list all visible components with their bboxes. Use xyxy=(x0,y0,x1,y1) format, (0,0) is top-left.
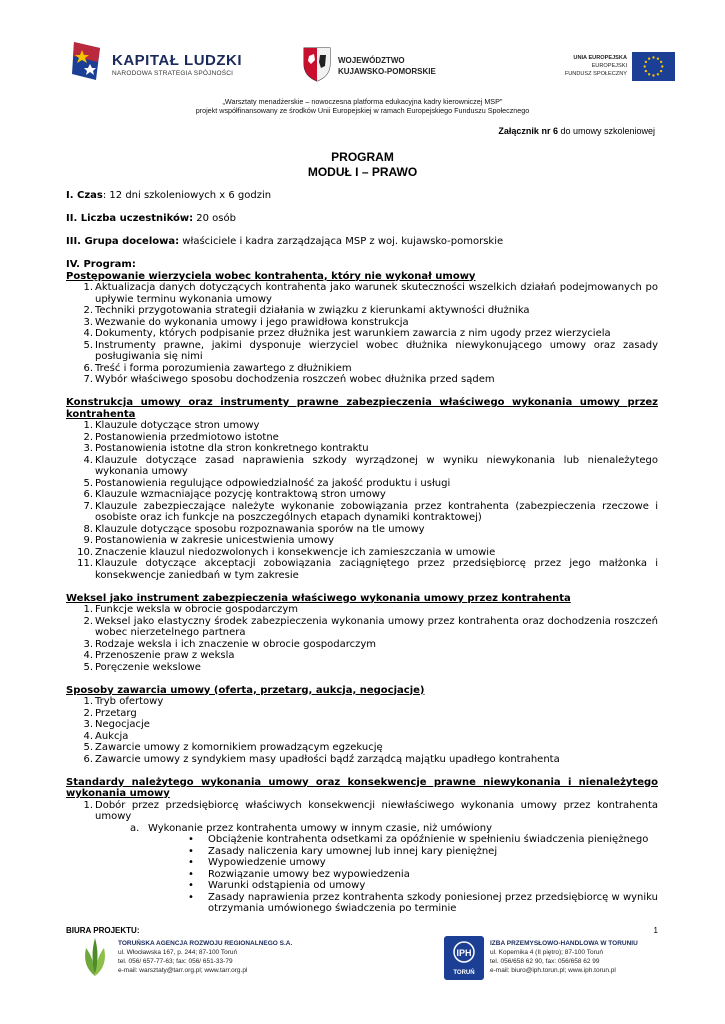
list-item: 2. Przetarg xyxy=(83,707,137,719)
list-item: 4. Dokumenty, których podpisanie przez dłużnika jest warunkiem zawarcia z nim ugody przez wierzyciela xyxy=(83,328,611,339)
list-item: 4. Przenoszenie praw z weksla xyxy=(83,650,235,661)
list-item: 2. Techniki przygotowania strategii działania w związku z kierunkami aktywności dłużnika xyxy=(83,305,530,316)
tarr-phone: tel. 056/ 657-77-63; fax: 056/ 651-33-79 xyxy=(118,958,233,965)
list-item: 1. Klauzule dotyczące stron umowy xyxy=(83,420,260,431)
footer-label: BIURA PROJEKTU: xyxy=(66,926,140,935)
info-uczestnicy: II. Liczba uczestników: 20 osób xyxy=(66,213,236,224)
info-czas: I. Czas: 12 dni szkoleniowych x 6 godzin xyxy=(66,190,272,201)
kapital-ludzki-flag-icon xyxy=(70,40,104,84)
program-title: PROGRAM xyxy=(331,150,394,164)
iph-name: IZBA PRZEMYSŁOWO-HANDLOWA W TORUNIU xyxy=(490,940,638,947)
list-item: 7. Wybór właściwego sposobu dochodzenia roszczeń wobec dłużnika przed sądem xyxy=(83,374,495,385)
bullet-item: • Zasady naprawienia przez kontrahenta szkody poniesionej przez przedsiębiorcę w wyniku otrzymania umówionego świadczenia po terminie xyxy=(188,891,658,914)
section-heading: Weksel jako instrument zabezpieczenia właściwego wykonania umowy przez kontrahenta xyxy=(66,592,571,604)
list-item: 5. Instrumenty prawne, jakimi dysponuje wierzyciel wobec dłużnika niewykonującego umowy oraz zasady posługiwania się nimi xyxy=(83,339,658,362)
list-item: 1. Tryb ofertowy xyxy=(83,696,164,707)
eu-line2: EUROPEJSKI xyxy=(591,63,627,69)
kapital-ludzki-subtitle: NARODOWA STRATEGIA SPÓJNOŚCI xyxy=(112,70,234,77)
list-item: 1. Aktualizacja danych dotyczących kontrahenta jako warunek skuteczności wszelkich działań podejmowanych po upływie terminu wykonania umowy xyxy=(83,282,658,305)
wojewodztwo-line2: KUJAWSKO-POMORSKIE xyxy=(338,67,436,76)
bullet-icon: • xyxy=(188,868,194,880)
list-item: 5. Zawarcie umowy z komornikiem prowadzącym egzekucję xyxy=(83,742,383,753)
section-heading: Konstrukcja umowy oraz instrumenty prawne zabezpieczenia właściwego wykonania umowy przez kontrahenta xyxy=(66,397,658,420)
wojewodztwo-line1: WOJEWÓDZTWO xyxy=(338,56,405,65)
eu-line1: UNIA EUROPEJSKA xyxy=(573,55,627,61)
annex-number: Załącznik nr 6 xyxy=(498,126,558,136)
iph-logo-icon xyxy=(444,936,484,980)
project-cofinancing: projekt współfinansowany ze środków Unii Europejskiej w ramach Europejskiego Funduszu Społecznego xyxy=(195,106,530,115)
kapital-ludzki-logo xyxy=(70,40,243,84)
bullet-icon: • xyxy=(188,845,194,857)
section-heading: Standardy należytego wykonania umowy oraz konsekwencje prawne niewykonania i nienależytego wykonania umowy xyxy=(66,776,658,799)
list-item: 11. Klauzule dotyczące akceptacji zobowiązania zaciągniętego przez przedsiębiorcę przez jego małżonka i konsekwencje zaniedbań w tym zakresie xyxy=(77,558,658,581)
section-heading: Sposoby zawarcia umowy (oferta, przetarg, aukcja, negocjacje) xyxy=(66,684,425,696)
iph-logo-city: TORUŃ xyxy=(453,970,475,976)
bullet-item: • Zasady naliczenia kary umownej lub innej kary pieniężnej xyxy=(188,845,498,857)
tarr-leaves-icon xyxy=(80,936,110,978)
page-number: 1 xyxy=(653,926,658,935)
iph-phone: tel. 056/658 62 90, fax: 056/658 62 99 xyxy=(490,958,600,965)
module-title: MODUŁ I – PRAWO xyxy=(307,165,418,179)
list-item: 1. Funkcje weksla w obrocie gospodarczym xyxy=(83,604,299,615)
section-list xyxy=(66,420,658,581)
section-list xyxy=(66,696,658,765)
list-item: 6. Klauzule wzmacniające pozycję kontraktową stron umowy xyxy=(83,489,386,500)
tarr-name: TORUŃSKA AGENCJA ROZWOJU REGIONALNEGO S.A. xyxy=(118,940,293,947)
list-item: 6. Treść i forma porozumienia zawartego z dłużnikiem xyxy=(83,362,352,374)
eu-flag-icon xyxy=(632,52,675,81)
bullet-item: • Rozwiązanie umowy bez wypowiedzenia xyxy=(188,868,410,880)
footer-label-row xyxy=(66,926,658,935)
coat-of-arms-icon xyxy=(302,46,332,82)
section-heading: Postępowanie wierzyciela wobec kontrahenta, który nie wykonał umowy xyxy=(66,270,476,282)
bullet-icon: • xyxy=(188,880,194,891)
tarr-email: e-mail: warsztaty@tarr.org.pl; www.tarr.org.pl xyxy=(118,967,248,974)
project-title: „Warsztaty menadżerskie – nowoczesna platforma edukacyjna kadry kierowniczej MSP" xyxy=(222,97,503,106)
section-list xyxy=(66,800,658,823)
iph-email: e-mail: biuro@iph.torun.pl; www.iph.torun.pl xyxy=(490,967,616,974)
bullet-item: • Obciążenie kontrahenta odsetkami za opóźnienie w spełnieniu świadczenia pieniężnego xyxy=(188,834,649,845)
eu-logo xyxy=(540,48,675,88)
eu-text xyxy=(565,54,627,78)
bullet-icon: • xyxy=(188,834,194,845)
annex-rest: do umowy szkoleniowej xyxy=(557,126,655,136)
section-list xyxy=(66,282,658,386)
list-item: 10. Znaczenie klauzul niedozwolonych i konsekwencje ich zamieszczania w umowie xyxy=(77,546,496,558)
header-logos xyxy=(0,38,725,98)
program-label: IV. Program: xyxy=(66,259,136,270)
eu-line3: FUNDUSZ SPOŁECZNY xyxy=(564,71,627,77)
program-content xyxy=(66,190,658,915)
list-item: 5. Poręczenie wekslowe xyxy=(83,661,201,673)
list-item: 3. Negocjacje xyxy=(83,719,150,730)
info-grupa: III. Grupa docelowa: właściciele i kadra zarządzająca MSP z woj. kujawsko-pomorskie xyxy=(66,236,504,247)
list-item: 3. Rodzaje weksla i ich znaczenie w obrocie gospodarczym xyxy=(83,638,377,650)
bullet-item: • Warunki odstąpienia od umowy xyxy=(188,880,366,891)
list-item: 3. Postanowienia istotne dla stron konkretnego kontraktu xyxy=(83,443,369,454)
list-item: 7. Klauzule zabezpieczające należyte wykonanie zobowiązania przez kontrahenta (zabezpieczenia rzeczowe i osobiste oraz ich funkcje na poszczególnych etapach dynamiki kontraktowej) xyxy=(83,500,658,523)
sub-item: a. Wykonanie przez kontrahenta umowy w innym czasie, niż umówiony xyxy=(130,822,493,834)
list-item: 4. Aukcja xyxy=(83,730,129,742)
bullet-item: • Wypowiedzenie umowy xyxy=(188,857,326,868)
wojewodztwo-logo xyxy=(302,46,442,86)
iph-address: ul. Kopernika 4 (II piętro); 87-100 Toruń xyxy=(490,949,603,956)
list-item: 3. Wezwanie do wykonania umowy i jego prawidłowa konstrukcja xyxy=(83,316,409,328)
bullet-icon: • xyxy=(188,891,194,903)
list-item: 5. Postanowienia regulujące odpowiedzialność za jakość produktu i usługi xyxy=(83,477,451,489)
tarr-address: ul. Włocławska 167, p. 244; 87-100 Toruń xyxy=(118,949,238,956)
section-list xyxy=(66,604,658,673)
bullet-icon: • xyxy=(188,857,194,868)
kapital-ludzki-title: KAPITAŁ LUDZKI xyxy=(112,52,243,69)
list-item: 2. Postanowienia przedmiotowo istotne xyxy=(83,431,279,443)
annex-note xyxy=(498,126,655,136)
list-item: 2. Weksel jako elastyczny środek zabezpieczenia wykonania umowy przez kontrahenta oraz dochodzenia roszczeń wobec nierzetelnego partnera xyxy=(83,615,658,638)
list-item: 4. Klauzule dotyczące zasad naprawienia szkody wyrządzonej w wyniku niewykonania lub nienależytego wykonania umowy xyxy=(83,454,658,477)
list-item: 8. Klauzule dotyczące sposobu rozpoznawania sporów na tle umowy xyxy=(83,523,425,535)
iph-logo-text: IPH xyxy=(456,948,472,958)
list-item: 1. Dobór przez przedsiębiorcę właściwych konsekwencji niewłaściwego wykonania umowy przez kontrahenta umowy xyxy=(83,799,658,822)
list-item: 6. Zawarcie umowy z syndykiem masy upadłości bądź zarządcą majątku upadłego kontrahenta xyxy=(83,753,560,765)
list-item: 9. Postanowienia w zakresie unicestwienia umowy xyxy=(83,535,334,546)
